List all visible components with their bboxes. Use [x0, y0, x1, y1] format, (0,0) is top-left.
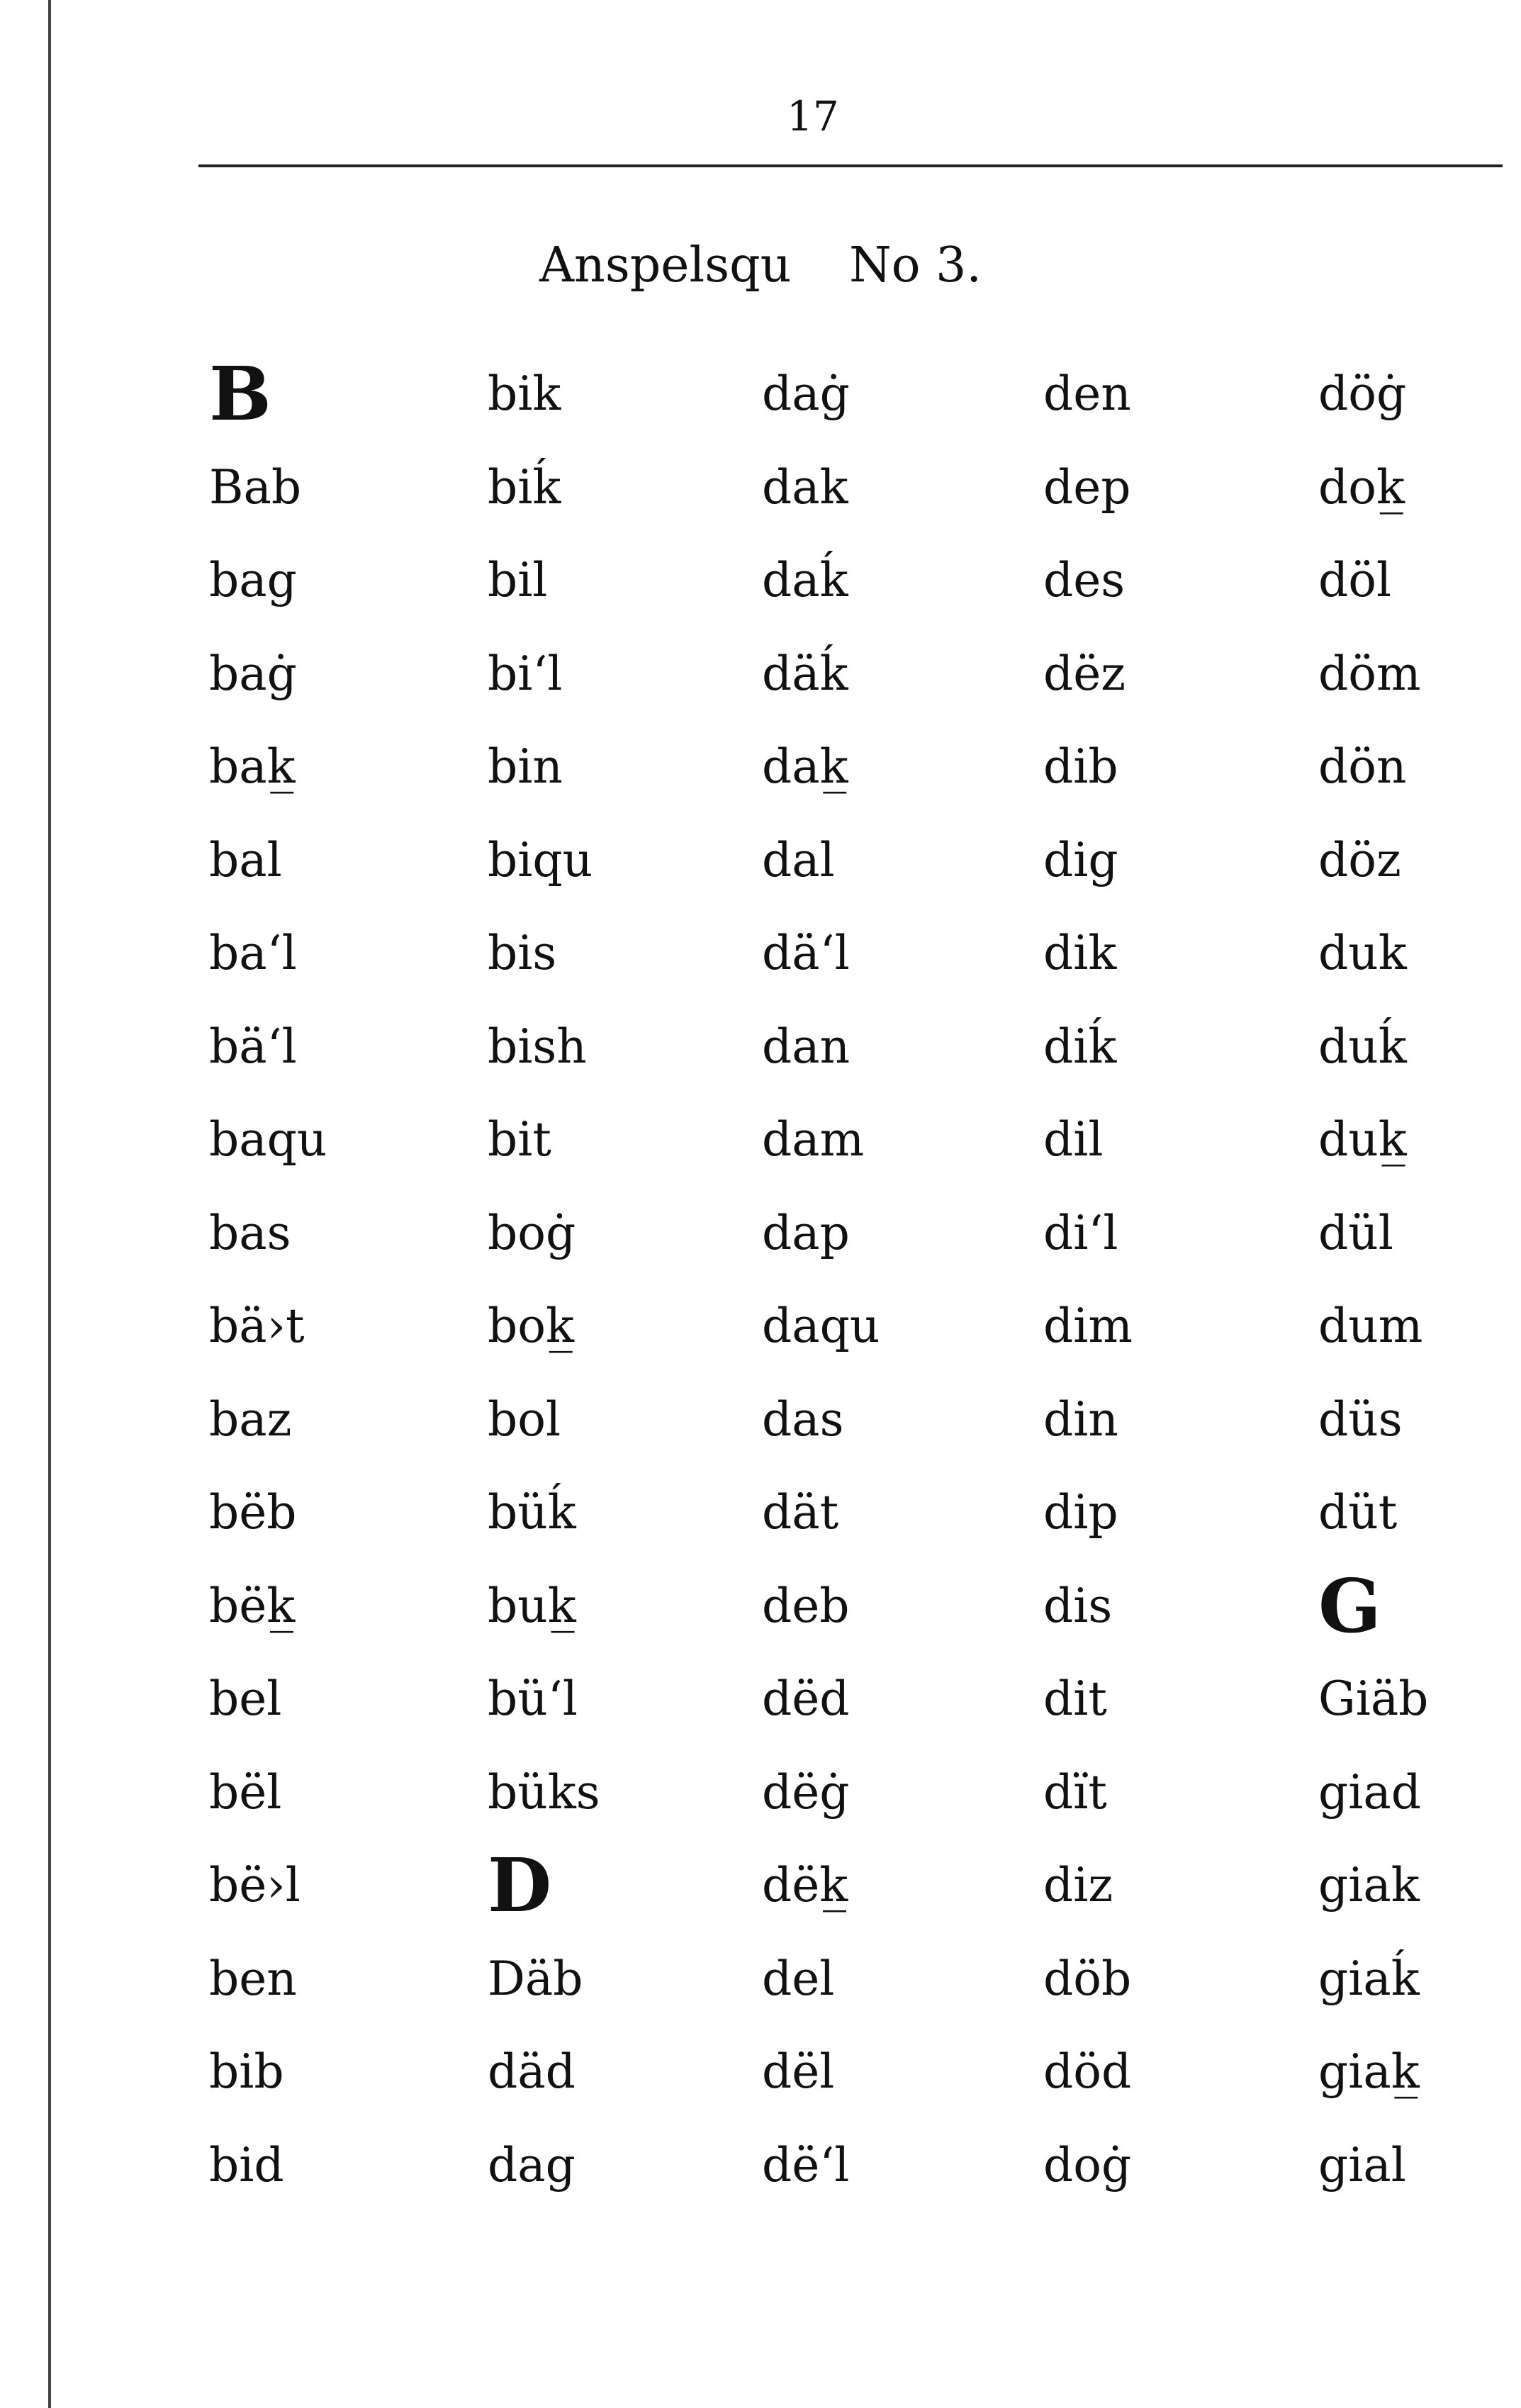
word-entry: dön — [1318, 739, 1407, 794]
word-entry: dëz — [1043, 646, 1126, 701]
word-entry: Bab — [209, 459, 302, 515]
word-entry: bä›t — [209, 1299, 305, 1353]
word-entry: dep — [1043, 459, 1131, 515]
word-entry: dëd — [762, 1671, 850, 1726]
word-entry: di‘l — [1043, 1205, 1118, 1260]
word-entry: bä‘l — [209, 1019, 297, 1074]
word-entry: däḱ — [762, 646, 848, 701]
word-entry: duk — [1318, 926, 1407, 980]
word-column-1 — [209, 347, 493, 2212]
word-entry: bib — [209, 2044, 284, 2099]
word-entry: bël — [209, 1764, 282, 1820]
word-entry: Däb — [488, 1951, 583, 2006]
page-number: 17 — [787, 92, 839, 140]
word-entry: baġ — [209, 646, 297, 701]
word-entry: dil — [1043, 1112, 1104, 1167]
section-letter: B — [209, 350, 271, 437]
word-entry: dig — [1043, 832, 1118, 887]
section-letter: G — [1318, 1562, 1381, 1650]
word-entry: dak̲ — [762, 739, 848, 794]
word-entry: bin — [488, 739, 563, 794]
word-entry: biqu — [488, 832, 593, 887]
word-entry: bel — [209, 1671, 282, 1726]
word-entry: dim — [1043, 1299, 1133, 1353]
word-entry: den — [1043, 366, 1131, 421]
word-entry: dë‘l — [762, 2137, 850, 2193]
word-entry: daġ — [762, 366, 850, 421]
word-entry: döġ — [1318, 366, 1407, 421]
margin-line — [48, 0, 51, 2408]
word-entry: däd — [488, 2044, 576, 2099]
word-entry: gial — [1318, 2137, 1406, 2193]
word-entry: daḱ — [762, 553, 848, 607]
word-entry: giak — [1318, 1858, 1420, 1913]
word-entry: bol — [488, 1391, 561, 1447]
word-entry: bi‘l — [488, 646, 563, 701]
word-entry: döl — [1318, 553, 1392, 607]
word-entry: dit — [1043, 1671, 1107, 1726]
word-entry: doġ — [1043, 2137, 1132, 2193]
word-entry: död — [1043, 2044, 1132, 2099]
word-entry: döm — [1318, 646, 1421, 701]
word-entry: giaḱ — [1318, 1951, 1420, 2006]
word-entry: bis — [488, 926, 557, 980]
word-entry: dik — [1043, 926, 1117, 980]
word-column-3 — [762, 347, 1045, 2212]
word-entry: duḱ — [1318, 1019, 1407, 1074]
word-entry: deb — [762, 1578, 850, 1633]
page-heading — [0, 237, 1521, 293]
word-entry: das — [762, 1391, 844, 1447]
word-entry: dül — [1318, 1205, 1393, 1260]
word-entry: del — [762, 1951, 835, 2006]
word-entry: duk̲ — [1318, 1112, 1407, 1167]
word-entry: bil — [488, 553, 548, 607]
word-entry: dam — [762, 1112, 865, 1167]
word-entry: dip — [1043, 1485, 1118, 1540]
word-entry: dëġ — [762, 1764, 850, 1820]
word-entry: buk̲ — [488, 1578, 576, 1633]
word-entry: büḱ — [488, 1485, 576, 1540]
word-entry: döz — [1318, 832, 1401, 887]
header-rule — [198, 164, 1503, 167]
word-entry: bit — [488, 1112, 551, 1167]
word-entry: dib — [1043, 739, 1118, 794]
section-letter: D — [488, 1842, 552, 1929]
word-entry: bok̲ — [488, 1299, 574, 1353]
word-entry: giad — [1318, 1764, 1421, 1820]
word-column-4 — [1043, 347, 1327, 2212]
word-entry: din — [1043, 1391, 1118, 1447]
word-entry: dal — [762, 832, 835, 887]
word-entry: bë›l — [209, 1858, 301, 1913]
word-entry: dït — [1043, 1764, 1107, 1820]
word-entry: dël — [762, 2044, 835, 2099]
word-entry: baqu — [209, 1112, 327, 1167]
word-entry: baz — [209, 1391, 292, 1447]
word-entry: düs — [1318, 1391, 1403, 1447]
word-entry: bal — [209, 832, 282, 887]
word-entry: düt — [1318, 1485, 1398, 1540]
word-entry: bü‘l — [488, 1671, 578, 1726]
word-entry: ba‘l — [209, 926, 297, 980]
word-entry: bag — [209, 553, 297, 607]
word-column-5 — [1318, 347, 1521, 2212]
word-entry: bëb — [209, 1485, 297, 1540]
word-entry: diḱ — [1043, 1019, 1117, 1074]
word-entry: dum — [1318, 1299, 1423, 1353]
word-entry: dät — [762, 1485, 839, 1540]
word-entry: dan — [762, 1019, 851, 1074]
word-entry: Giäb — [1318, 1671, 1429, 1726]
word-entry: biḱ — [488, 459, 561, 515]
word-entry: bëk̲ — [209, 1578, 296, 1633]
word-entry: boġ — [488, 1205, 576, 1260]
word-entry: daqu — [762, 1299, 880, 1353]
word-entry: bid — [209, 2137, 284, 2193]
word-entry: bish — [488, 1019, 587, 1074]
word-entry: bik — [488, 366, 561, 421]
word-entry: dap — [762, 1205, 850, 1260]
word-entry: dëk̲ — [762, 1858, 848, 1913]
heading-title: Anspelsqu — [539, 237, 792, 293]
word-entry: dok̲ — [1318, 459, 1405, 515]
word-entry: ben — [209, 1951, 297, 2006]
word-entry: dis — [1043, 1578, 1113, 1633]
word-entry: giak̲ — [1318, 2044, 1420, 2099]
word-entry: dag — [488, 2137, 576, 2193]
word-entry: diz — [1043, 1858, 1113, 1913]
word-entry: büks — [488, 1764, 600, 1820]
word-column-2 — [488, 347, 771, 2212]
word-entry: döb — [1043, 1951, 1132, 2006]
word-entry: des — [1043, 553, 1126, 607]
word-entry: bas — [209, 1205, 291, 1260]
word-entry: bak̲ — [209, 739, 296, 794]
word-entry: dä‘l — [762, 926, 850, 980]
heading-number: No 3. — [849, 237, 982, 293]
word-entry: dak — [762, 459, 848, 515]
